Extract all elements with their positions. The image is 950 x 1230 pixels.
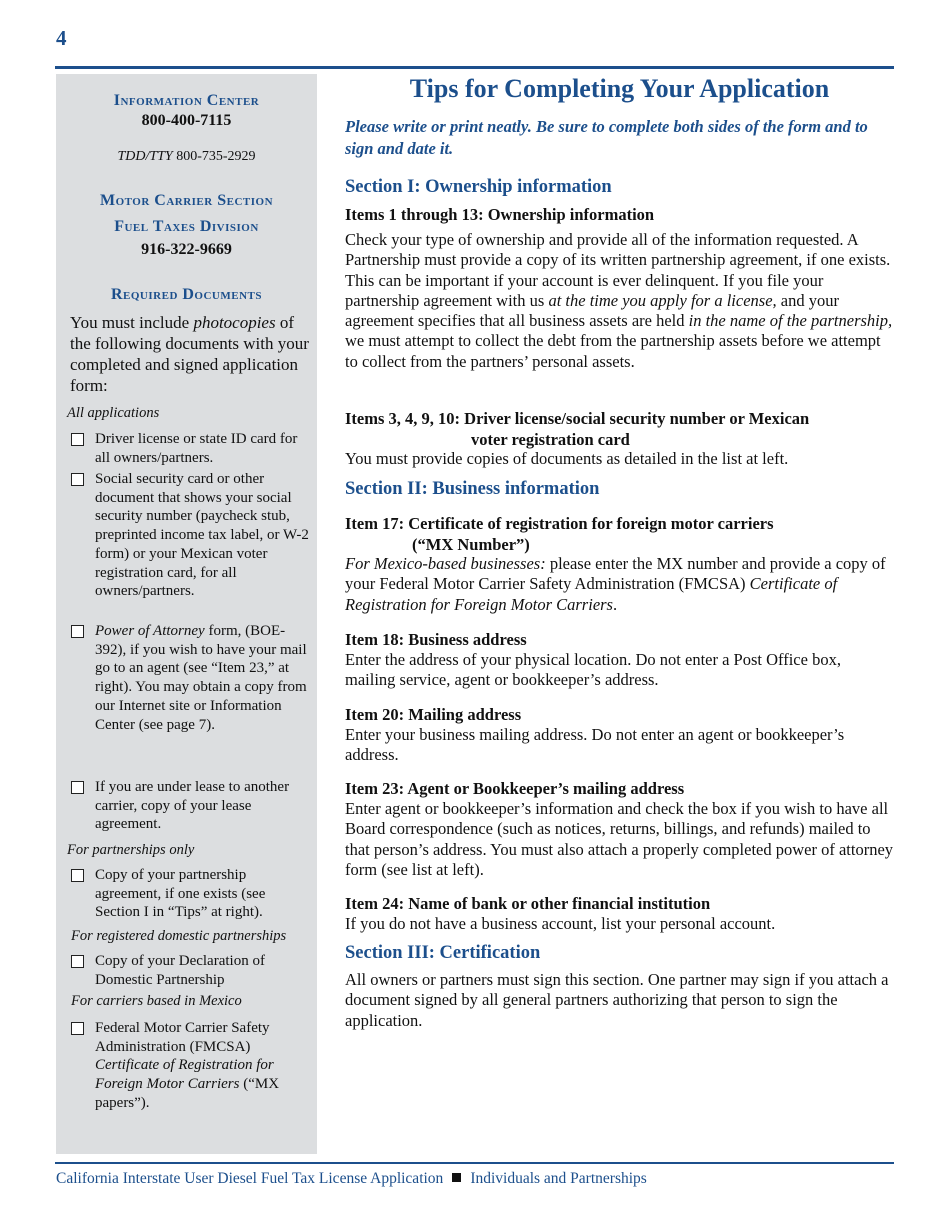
item-24-text: If you do not have a business account, list your personal account.	[345, 914, 776, 933]
tdd-label: TDD/TTY	[117, 149, 173, 164]
item-24-heading: Item 24: Name of bank or other financial institution	[345, 894, 711, 913]
checkbox[interactable]	[71, 869, 84, 882]
footer	[56, 1170, 647, 1188]
checklist-item: Power of Attorney form, (BOE-392), if you wish to have your mail go to an agent (see “Item 23,” at right). You may obtain a copy from our Internet site or Information Center (see page 7).	[71, 622, 311, 734]
item-23-text: Enter agent or bookkeeper’s information and check the box if you wish to have all Board correspondence (such as notices, returns, billings, and refunds) mailed to that person’s address. You must also attach a properly completed power of attorney form (see list at left).	[345, 799, 894, 879]
section-1-heading: Section I: Ownership information	[345, 177, 612, 197]
info-center-heading: Information Center	[113, 92, 260, 109]
checklist-item: Driver license or state ID card for all owners/partners.	[71, 430, 311, 467]
item-17-text: For Mexico-based businesses: please enter the MX number and provide a copy of your Federal Motor Carrier Safety Administration (FMCSA) Certificate of Registration for Foreign Motor Carriers.	[345, 554, 886, 614]
checkbox[interactable]	[71, 433, 84, 446]
fuel-taxes-heading: Fuel Taxes Division	[114, 218, 259, 235]
footer-subtitle: Individuals and Partnerships	[470, 1170, 647, 1187]
tdd-line	[56, 149, 317, 165]
items-1-13-heading: Items 1 through 13: Ownership information	[345, 205, 655, 224]
motor-carrier-phone: 916-322-9669	[141, 241, 232, 258]
motor-carrier-heading: Motor Carrier Section	[99, 192, 274, 209]
section-3-heading: Section III: Certification	[345, 943, 541, 963]
checklist-item: Social security card or other document that shows your social security number (paycheck stub, preprinted income tax label, or W-2 form) or your Mexican voter registration card, for all owners/partners.	[71, 470, 311, 601]
checkbox[interactable]	[71, 625, 84, 638]
checkbox[interactable]	[71, 473, 84, 486]
item-17-heading: Item 17: Certificate of registration for foreign motor carriers (“MX Number”)	[345, 514, 774, 554]
checklist-item: Copy of your partnership agreement, if one exists (see Section I in “Tips” at right).	[71, 866, 311, 922]
item-18-heading: Item 18: Business address	[345, 630, 527, 649]
all-applications-label: All applications	[67, 405, 160, 421]
section-2-heading: Section II: Business information	[345, 479, 600, 499]
required-documents-intro: You must include photocopies of the following documents with your completed and signed application form:	[70, 313, 309, 395]
bottom-divider	[55, 1162, 894, 1164]
footer-title: California Interstate User Diesel Fuel Tax License Application	[56, 1170, 444, 1187]
checkbox[interactable]	[71, 955, 84, 968]
sidebar	[56, 74, 317, 1154]
item-20-heading: Item 20: Mailing address	[345, 705, 522, 724]
required-documents-heading: Required Documents	[110, 286, 262, 303]
item-23-heading: Item 23: Agent or Bookkeeper’s mailing address	[345, 779, 685, 798]
checkbox[interactable]	[71, 1022, 84, 1035]
top-divider	[55, 66, 894, 69]
checklist-item: Copy of your Declaration of Domestic Partnership	[71, 952, 311, 989]
mexico-carriers-label: For carriers based in Mexico	[71, 993, 242, 1009]
domestic-partnerships-label: For registered domestic partnerships	[71, 928, 287, 944]
intro-note: Please write or print neatly. Be sure to complete both sides of the form and to sign and date it.	[345, 117, 868, 158]
section-3-text: All owners or partners must sign this section. One partner may sign if you attach a document signed by all general partners authorizing that person to sign the application.	[345, 970, 889, 1030]
tdd-number: 800-735-2929	[176, 149, 256, 164]
page-number: 4	[56, 26, 67, 50]
items-1-13-text: Check your type of ownership and provide all of the information requested. A Partnership must provide a copy of its written partnership agreement, if one exists. This can be important if your account is ever delinquent. If you file your partnership agreement with us at the time you apply for a license, and your agreement specifies that all business assets are held in the name of the partnership, we must attempt to collect the debt from the partnership assets before we attempt to collect from the partners’ personal assets.	[345, 230, 893, 371]
item-20-text: Enter your business mailing address. Do not enter an agent or bookkeeper’s address.	[345, 725, 845, 765]
partnerships-label: For partnerships only	[67, 842, 195, 858]
info-center-phone: 800-400-7115	[141, 112, 232, 129]
items-3-4-9-10-text: You must provide copies of documents as detailed in the list at left.	[345, 449, 789, 468]
checkbox[interactable]	[71, 781, 84, 794]
items-3-4-9-10-heading: Items 3, 4, 9, 10: Driver license/social security number or Mexican voter registration card	[345, 409, 810, 449]
item-18-text: Enter the address of your physical location. Do not enter a Post Office box, mailing service, agent or bookkeeper’s address.	[345, 650, 841, 690]
page-title: Tips for Completing Your Application	[409, 74, 830, 103]
checklist-item: Federal Motor Carrier Safety Administration (FMCSA) Certificate of Registration for Foreign Motor Carriers (“MX papers”).	[71, 1019, 311, 1113]
square-bullet-icon	[452, 1173, 461, 1182]
checklist-item: If you are under lease to another carrier, copy of your lease agreement.	[71, 778, 311, 834]
